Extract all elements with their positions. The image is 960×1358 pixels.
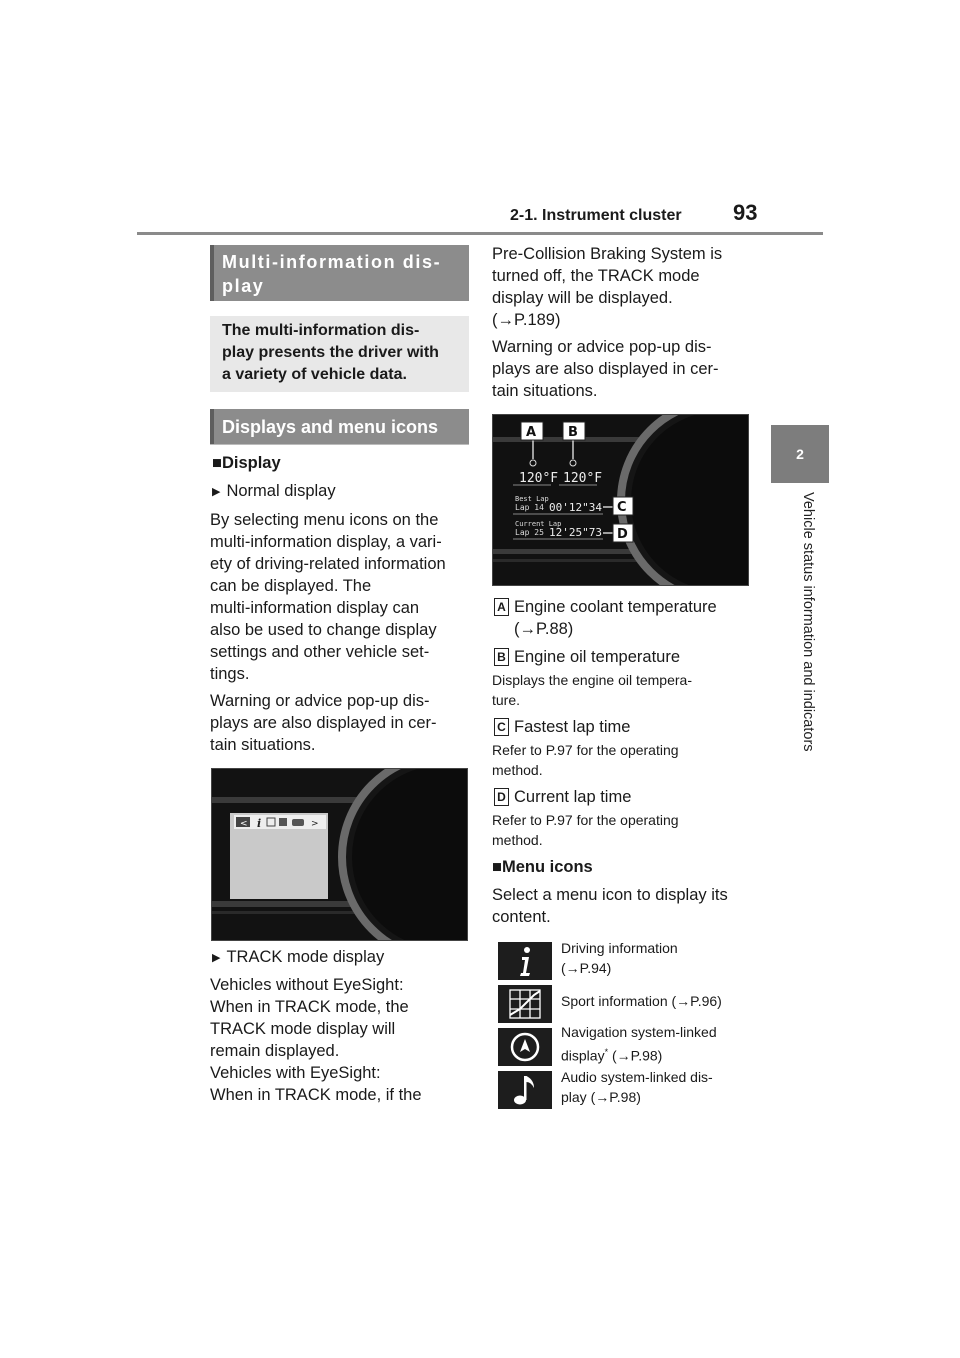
item-b-desc: Displays the engine oil tempera- ture. [492,672,692,708]
item-c-desc: Refer to P.97 for the operating method. [492,742,679,778]
coolant-temp-value: 120°F [519,471,559,486]
header-rule [137,232,823,235]
current-lap-time: 12'25"73 [549,526,602,539]
heading-rule [210,444,469,445]
callout-d: D [617,527,628,542]
footnote-mark: * [604,1047,609,1057]
best-lap-number: Lap 14 [515,503,544,512]
chapter-label: Vehicle status information and indicators [800,492,816,752]
intro-box [210,316,469,392]
svg-text:>: > [311,819,319,829]
warning-paragraph-2: Warning or advice pop-up dis- plays are also displayed in cer- tain situations. [492,338,719,400]
sport-grid-icon [498,985,552,1023]
track-display-figure [492,414,749,586]
cluster-illustration [212,769,468,941]
current-lap-label: Current Lap [515,520,562,528]
svg-text:<: < [240,819,248,829]
triangle-bullet-icon: ▶ [212,952,221,964]
menu-row-audio: Audio system-linked dis- play (→P.98) [561,1069,713,1105]
menu-row-sport: Sport information (→P.96) [561,993,722,1009]
item-d-title: Current lap time [514,788,632,806]
current-lap-number: Lap 25 [515,528,544,537]
display-subhead: ■Display [212,454,281,472]
track-paragraph: Vehicles without EyeSight: When in TRACK mode, the TRACK mode display will remain displayed. Vehicles with EyeSight: When in TRACK mode, if the [210,976,422,1104]
section-title: 2-1. Instrument cluster [510,207,682,224]
menu-paragraph: Select a menu icon to display its content. [492,886,728,926]
label-b: B [494,648,509,666]
navigation-icon [498,1028,552,1066]
continued-paragraph: Pre-Collision Braking System is turned off, the TRACK mode display will be displayed. (→P.189) [492,245,723,329]
callout-b: B [568,425,578,440]
chapter-tab: 2 [771,425,829,483]
label-c: C [494,718,509,736]
info-icon [498,942,552,980]
normal-display-item: ▶ Normal display [212,482,336,500]
track-cluster-illustration [493,415,749,586]
item-d-desc: Refer to P.97 for the operating method. [492,812,679,848]
square-bullet-icon: ■ [492,858,502,876]
oil-temp-value: 120°F [563,471,603,486]
intro-line: a variety of vehicle data. [222,366,407,383]
track-display-item: ▶ TRACK mode display [212,948,385,966]
menu-row-navigation: Navigation system-linked display* (→P.98) [561,1024,717,1064]
label-a: A [494,598,509,616]
callout-a: A [526,425,537,440]
best-lap-time: 00'12"34 [549,501,602,514]
heading-line: Multi-information dis- [222,252,442,272]
best-lap-label: Best Lap [515,495,549,503]
square-bullet-icon: ■ [212,454,222,472]
heading-line: play [222,276,265,296]
item-a: Engine coolant temperature (→P.88) [514,598,717,638]
normal-paragraph: By selecting menu icons on the multi-information display, a vari- ety of driving-related information can be displayed. The multi-information display can also be used to change display settings and other vehicle set- tings. [210,511,446,683]
intro-line: play presents the driver with [222,344,439,361]
svg-text:i: i [257,817,262,830]
music-note-icon [498,1071,552,1109]
subsection-heading: Displays and menu icons [210,409,469,444]
menu-icons-subhead: ■Menu icons [492,858,593,876]
menu-row-driving: Driving information (→P.94) [561,940,678,976]
intro-line: The multi-information dis- [222,322,420,339]
warning-paragraph: Warning or advice pop-up dis- plays are also displayed in cer- tain situations. [210,692,437,754]
triangle-bullet-icon: ▶ [212,486,221,498]
normal-display-figure [211,768,468,941]
item-b-title: Engine oil temperature [514,648,681,666]
item-c-title: Fastest lap time [514,718,631,736]
label-d: D [494,788,509,806]
page-number: 93 [733,200,758,225]
section-heading [210,245,469,301]
callout-c: C [617,500,627,515]
